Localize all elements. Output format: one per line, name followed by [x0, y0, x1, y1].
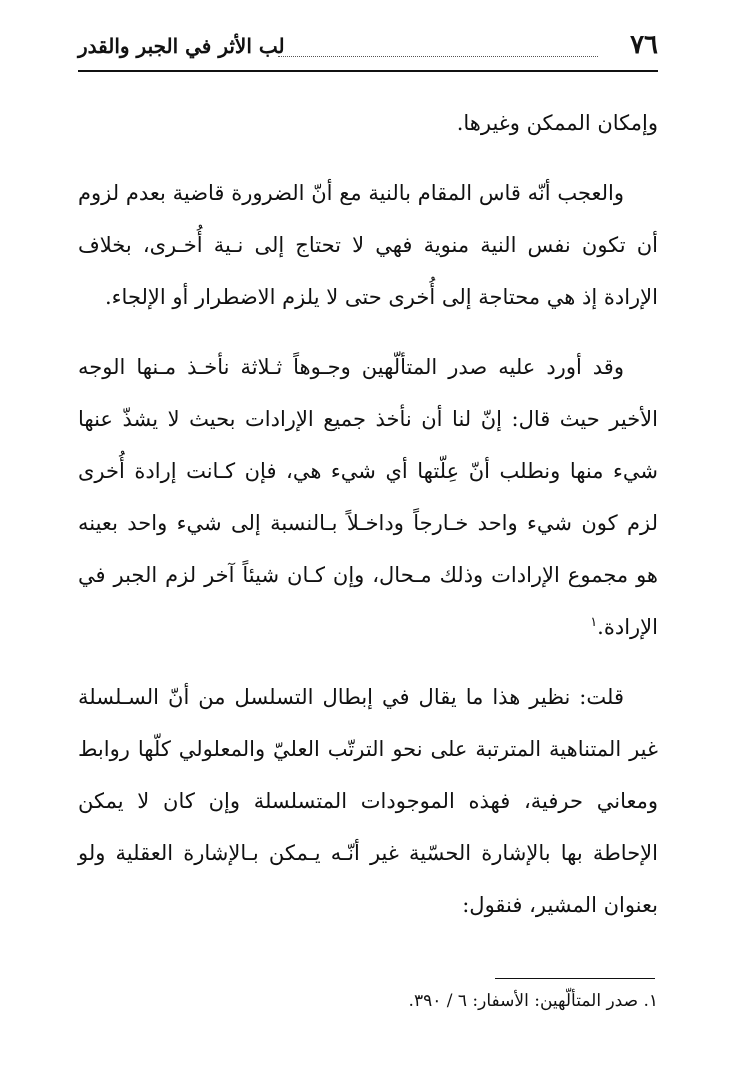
paragraph-2: والعجب أنّه قاس المقام بالنية مع أنّ الضرورة قاضية بعدم لزوم أن تكون نفس النية منوية فهي لا تحتاج إلى نـية أُخـرى، بخلاف الإرادة إذ هي محتاجة إلى أُخرى حتى لا يلزم الاضطرار أو الإلجاء.	[78, 181, 658, 309]
paragraph-3	[78, 341, 658, 653]
paragraph-4: قلت: نظير هذا ما يقال في إبطال التسلسل من أنّ السـلسلة غير المتناهية المترتبة على نحو الترتّب العليّ والمعلولي كلّها روابط ومعاني حرفية، فهذه الموجودات المتسلسلة وإن كان لا يمكن الإحاطة بها بالإشارة الحسّية غير أنّـه يـمكن بـالإشارة العقلية ولو بعنوان المشير، فنقول:	[78, 685, 658, 917]
header-rule	[78, 70, 658, 72]
paragraph-1: وإمكان الممكن وغيرها.	[456, 111, 658, 135]
header-dotted-leader	[278, 56, 598, 57]
main-text	[78, 97, 658, 931]
page-number: ٧٦	[630, 30, 658, 60]
footnote: ١. صدر المتألّهين: الأسفار: ٦ / ٣٩٠.	[408, 991, 658, 1011]
running-title: لب الأثر في الجبر والقدر	[78, 34, 285, 58]
page-header	[78, 28, 658, 68]
footnote-marker: ١	[590, 615, 598, 630]
footnote-separator	[495, 978, 655, 979]
paragraph-3-text: وقد أورد عليه صدر المتألّهين وجـوهاً ثـلاثة نأخـذ مـنها الوجه الأخير حيث قال: إنّ لنا أن نأخذ جميع الإرادات بحيث لا يشذّ عنها شيء منها ونطلب أنّ عِلّتها أي شيء هي، فإن كـانت إرادة أُخرى لزم كون شيء واحد خـارجاً وداخـلاً بـالنسبة إلى شيء واحد بعينه هو مجموع الإرادات وذلك مـحال، وإن كـان شيئاً آخر لزم الجبر في الإرادة.	[78, 355, 658, 639]
